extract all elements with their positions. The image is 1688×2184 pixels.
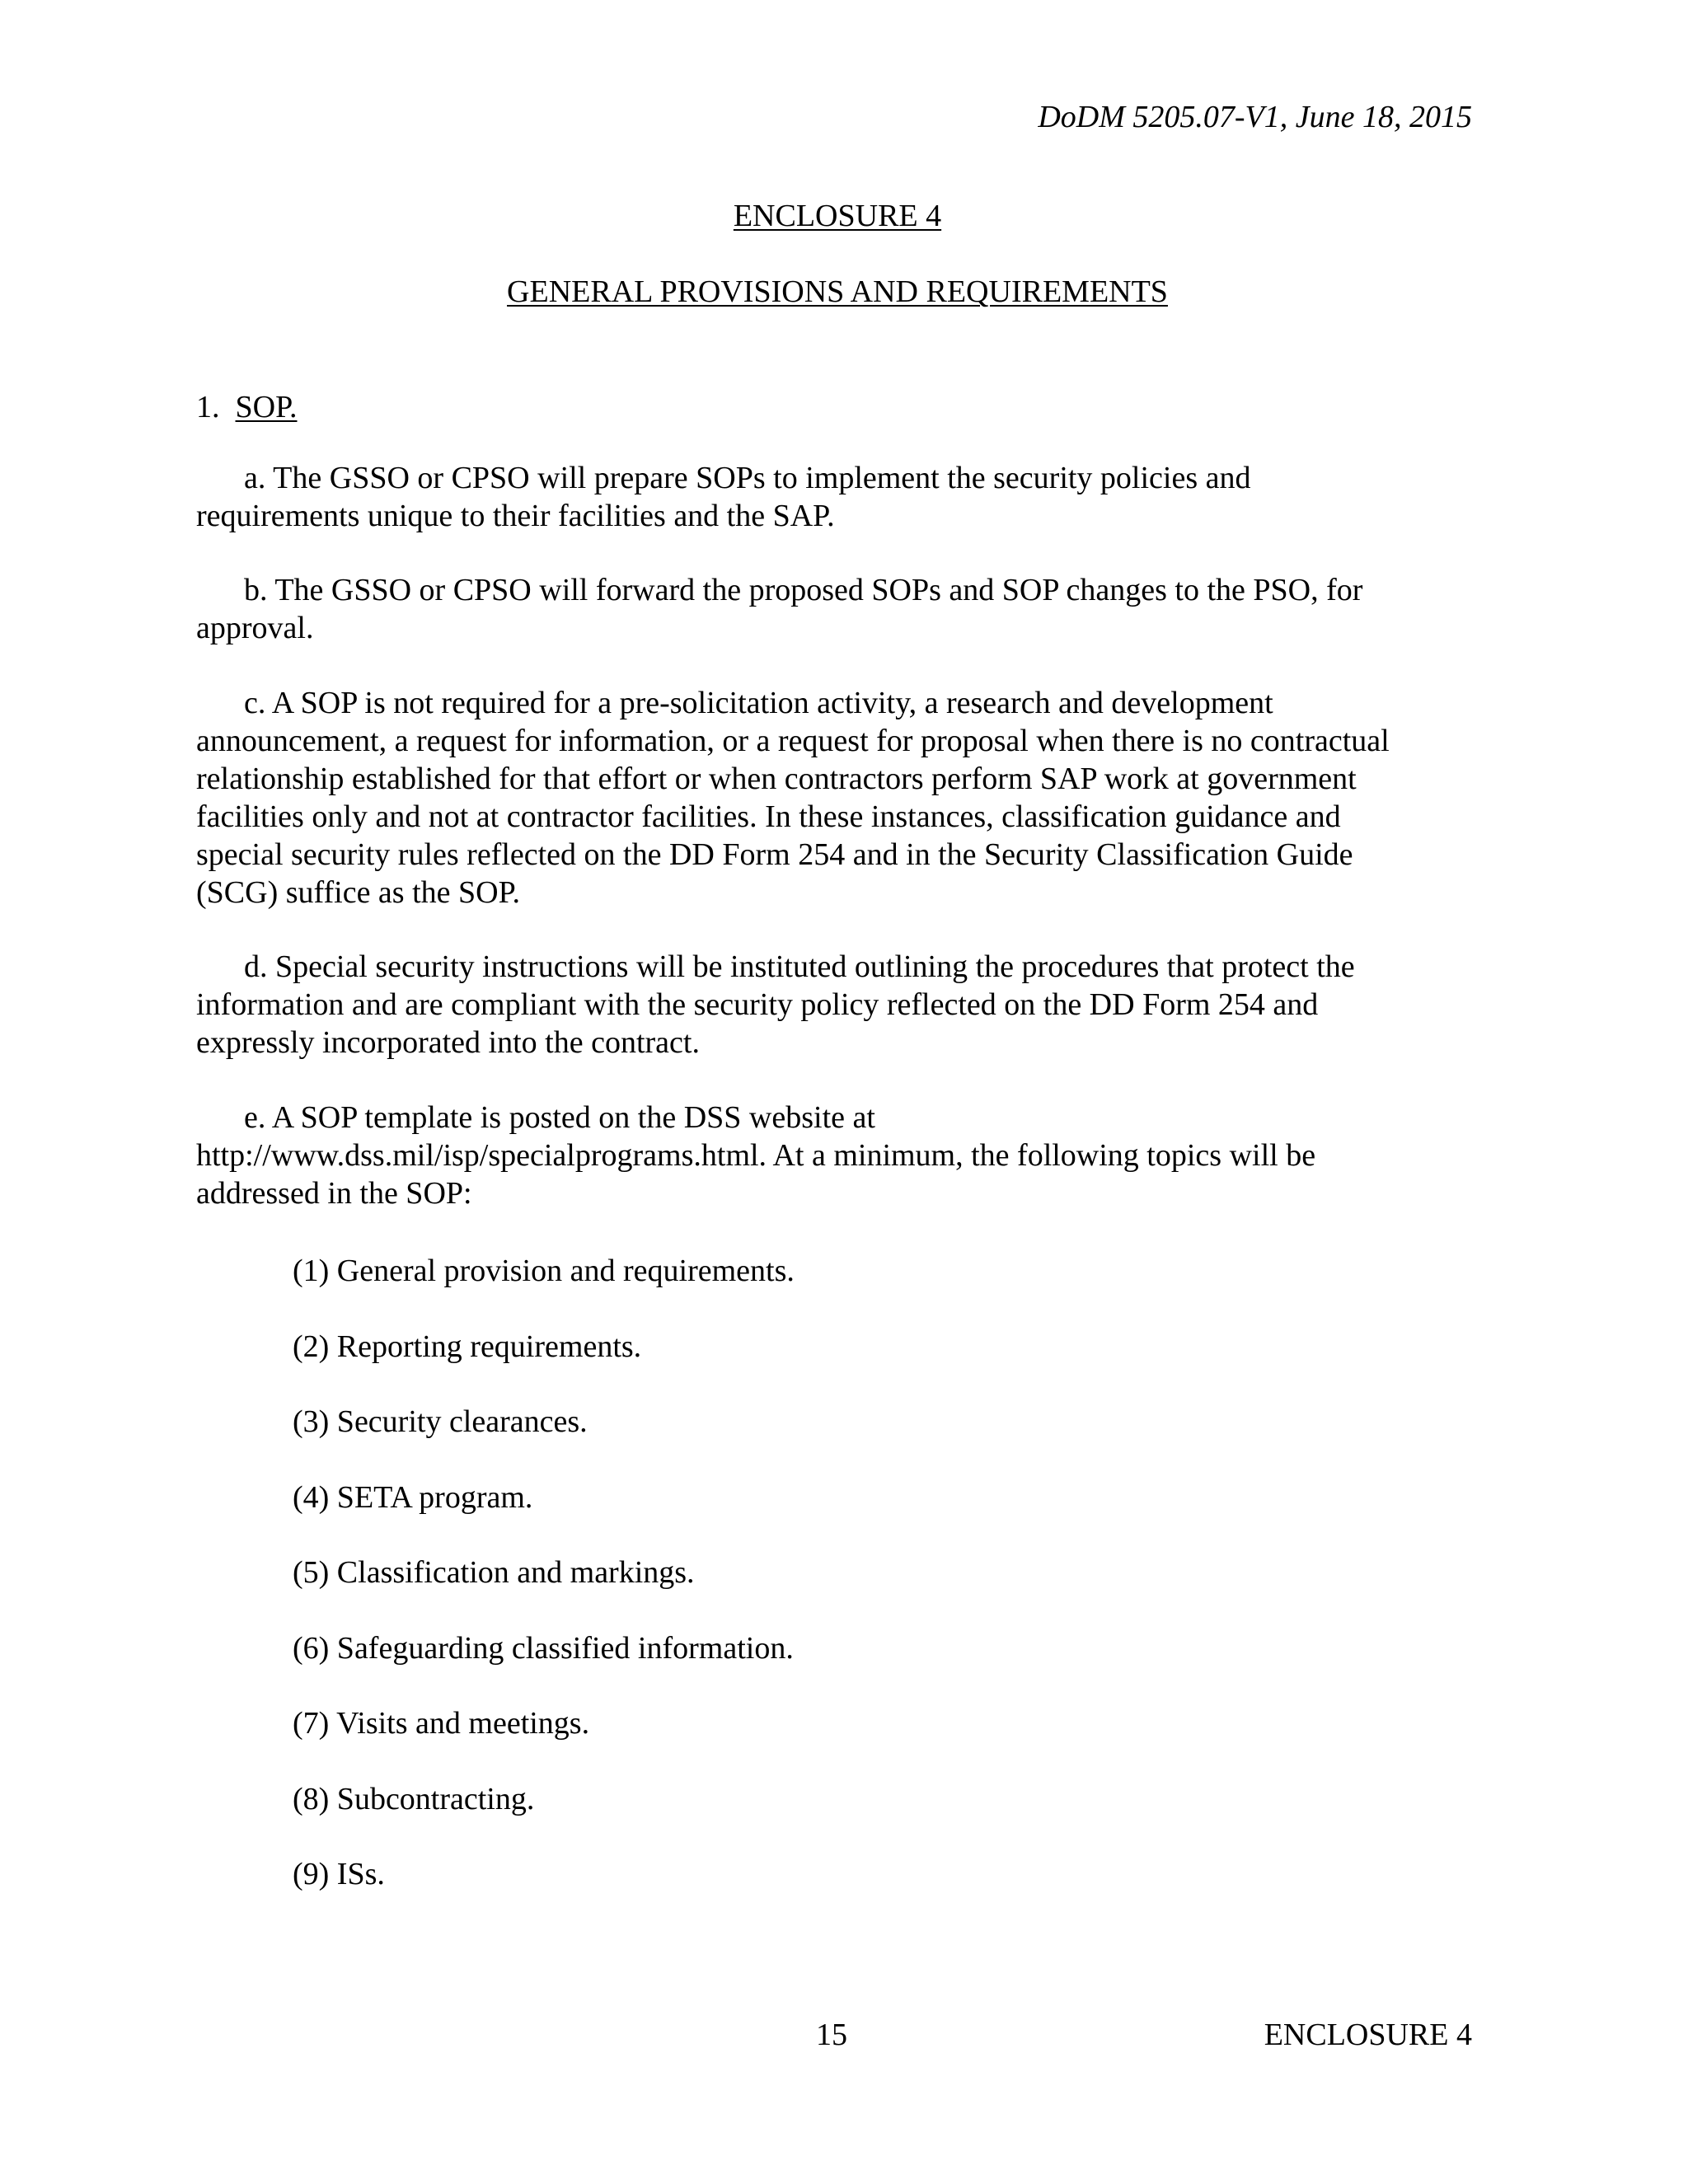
- paragraph-b-line: approval.: [196, 611, 314, 645]
- paragraph-d-line: d. Special security instructions will be instituted outlining the procedures that protect the: [244, 949, 1355, 984]
- paragraph-a-line: requirements unique to their facilities and the SAP.: [196, 499, 835, 533]
- paragraph-b-line: b. The GSSO or CPSO will forward the proposed SOPs and SOP changes to the PSO, for: [244, 573, 1363, 607]
- paragraph-d-line: expressly incorporated into the contract.: [196, 1025, 700, 1060]
- paragraph-c-line: announcement, a request for information, or a request for proposal when there is no contractual: [196, 724, 1390, 758]
- paragraph-c-line: (SCG) suffice as the SOP.: [196, 875, 521, 910]
- list-item: (6) Safeguarding classified information.: [293, 1630, 794, 1666]
- paragraph-e-line: addressed in the SOP:: [196, 1176, 472, 1211]
- section-title: [0, 272, 1675, 312]
- paragraph-b: [196, 571, 1482, 647]
- enclosure-title-text: ENCLOSURE 4: [733, 199, 942, 233]
- paragraph-c-line: facilities only and not at contractor facilities. In these instances, classification guidance and: [196, 799, 1341, 834]
- running-header: DoDM 5205.07-V1, June 18, 2015: [1038, 100, 1472, 134]
- list-item: (1) General provision and requirements.: [293, 1254, 795, 1288]
- sop-topic-list: [293, 1251, 795, 1930]
- paragraph-a: [196, 459, 1482, 535]
- enclosure-title: [0, 196, 1675, 236]
- list-item: (4) SETA program.: [293, 1479, 533, 1515]
- list-item: (9) ISs.: [293, 1857, 385, 1891]
- list-item: (5) Classification and markings.: [293, 1555, 695, 1590]
- list-item: (3) Security clearances.: [293, 1404, 588, 1439]
- paragraph-e-line: http://www.dss.mil/isp/specialprograms.html. At a minimum, the following topics will be: [196, 1138, 1316, 1173]
- list-item: (8) Subcontracting.: [293, 1781, 535, 1816]
- section-heading: [196, 387, 298, 427]
- list-item: (7) Visits and meetings.: [293, 1706, 590, 1741]
- paragraph-d: [196, 948, 1482, 1062]
- section-heading-text: SOP.: [235, 390, 298, 424]
- paragraph-e: [196, 1099, 1482, 1212]
- paragraph-d-line: information and are compliant with the security policy reflected on the DD Form 254 and: [196, 987, 1319, 1022]
- paragraph-c-line: special security rules reflected on the DD Form 254 and in the Security Classification Guide: [196, 837, 1353, 872]
- list-item: (2) Reporting requirements.: [293, 1329, 642, 1364]
- footer-enclosure-label: ENCLOSURE 4: [1264, 2018, 1472, 2052]
- page-number: 15: [816, 2018, 847, 2052]
- paragraph-c-line: c. A SOP is not required for a pre-solicitation activity, a research and development: [244, 686, 1273, 720]
- section-title-text: GENERAL PROVISIONS AND REQUIREMENTS: [507, 274, 1168, 309]
- paragraph-c: [196, 684, 1482, 912]
- paragraph-c-line: relationship established for that effort or when contractors perform SAP work at government: [196, 762, 1357, 796]
- paragraph-a-line: a. The GSSO or CPSO will prepare SOPs to implement the security policies and: [244, 461, 1251, 495]
- paragraph-e-line: e. A SOP template is posted on the DSS website at: [244, 1100, 875, 1135]
- section-number: 1.: [196, 390, 220, 424]
